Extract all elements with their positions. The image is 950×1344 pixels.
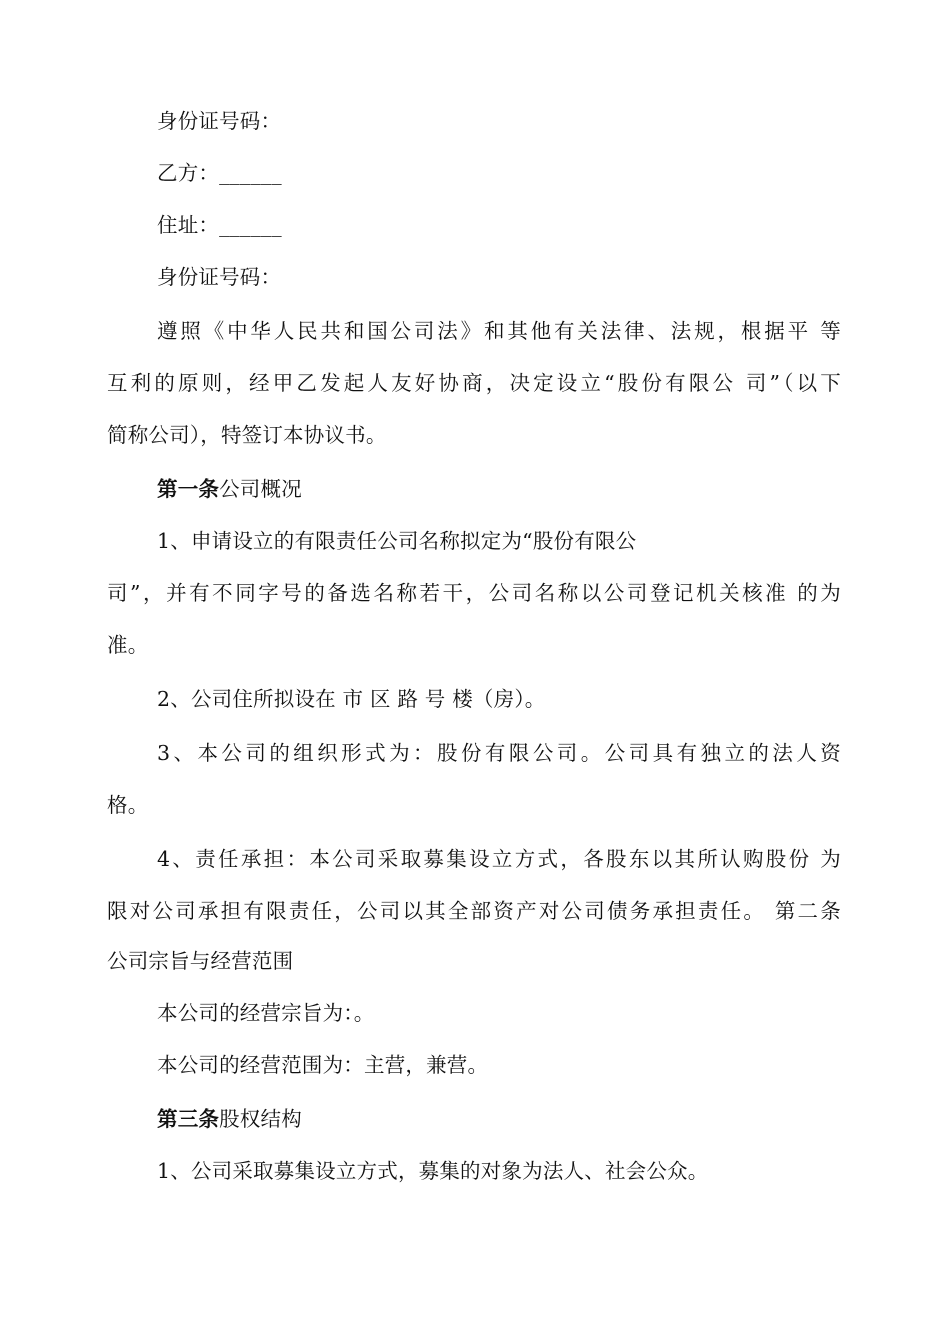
article-1-item-4-line-3: 公司宗旨与经营范围: [107, 949, 294, 973]
id-number-label-a: 身份证号码：: [157, 109, 282, 133]
article-1-item-4-line-1: 4、责任承担：本公司采取募集设立方式，各股东以其所认购股份 为: [157, 847, 841, 871]
article-3-item-1: 1、公司采取募集设立方式，募集的对象为法人、社会公众。: [157, 1159, 709, 1183]
article-1-item-2: 2、公司住所拟设在 市 区 路 号 楼（房）。: [157, 687, 546, 711]
address-b-line: 住址：______: [157, 213, 282, 237]
article-1-item-3-line-1: 3、本公司的组织形式为：股份有限公司。公司具有独立的法人资: [157, 741, 841, 765]
article-3-heading: [157, 1106, 302, 1132]
article-3-title: 股权结构: [219, 1107, 302, 1131]
id-number-label-b: 身份证号码：: [157, 265, 282, 289]
preamble-line-2: 互利的原则，经甲乙发起人友好协商，决定设立“股份有限公 司”（以下: [107, 371, 841, 395]
preamble-line-3: 简称公司），特签订本协议书。: [107, 423, 387, 447]
article-1-number: 第一条: [157, 477, 220, 501]
article-1-item-4-line-2: 限对公司承担有限责任，公司以其全部资产对公司债务承担责任。 第二条: [107, 899, 841, 923]
business-scope: 本公司的经营范围为：主营，兼营。: [157, 1053, 489, 1077]
article-1-title: 公司概况: [219, 477, 302, 501]
business-purpose: 本公司的经营宗旨为：。: [157, 1001, 375, 1025]
preamble-line-1: 遵照《中华人民共和国公司法》和其他有关法律、法规，根据平 等: [157, 319, 841, 343]
article-1-item-1-line-1: 1、申请设立的有限责任公司名称拟定为“股份有限公: [157, 529, 637, 553]
article-1-item-1-line-3: 准。: [107, 633, 149, 657]
article-1-heading: [157, 476, 302, 502]
article-1-item-1-line-2: 司”，并有不同字号的备选名称若干，公司名称以公司登记机关核准 的为: [107, 581, 841, 605]
article-3-number: 第三条: [157, 1107, 220, 1131]
article-1-item-3-line-2: 格。: [107, 793, 149, 817]
party-b-line: 乙方：______: [157, 161, 282, 185]
